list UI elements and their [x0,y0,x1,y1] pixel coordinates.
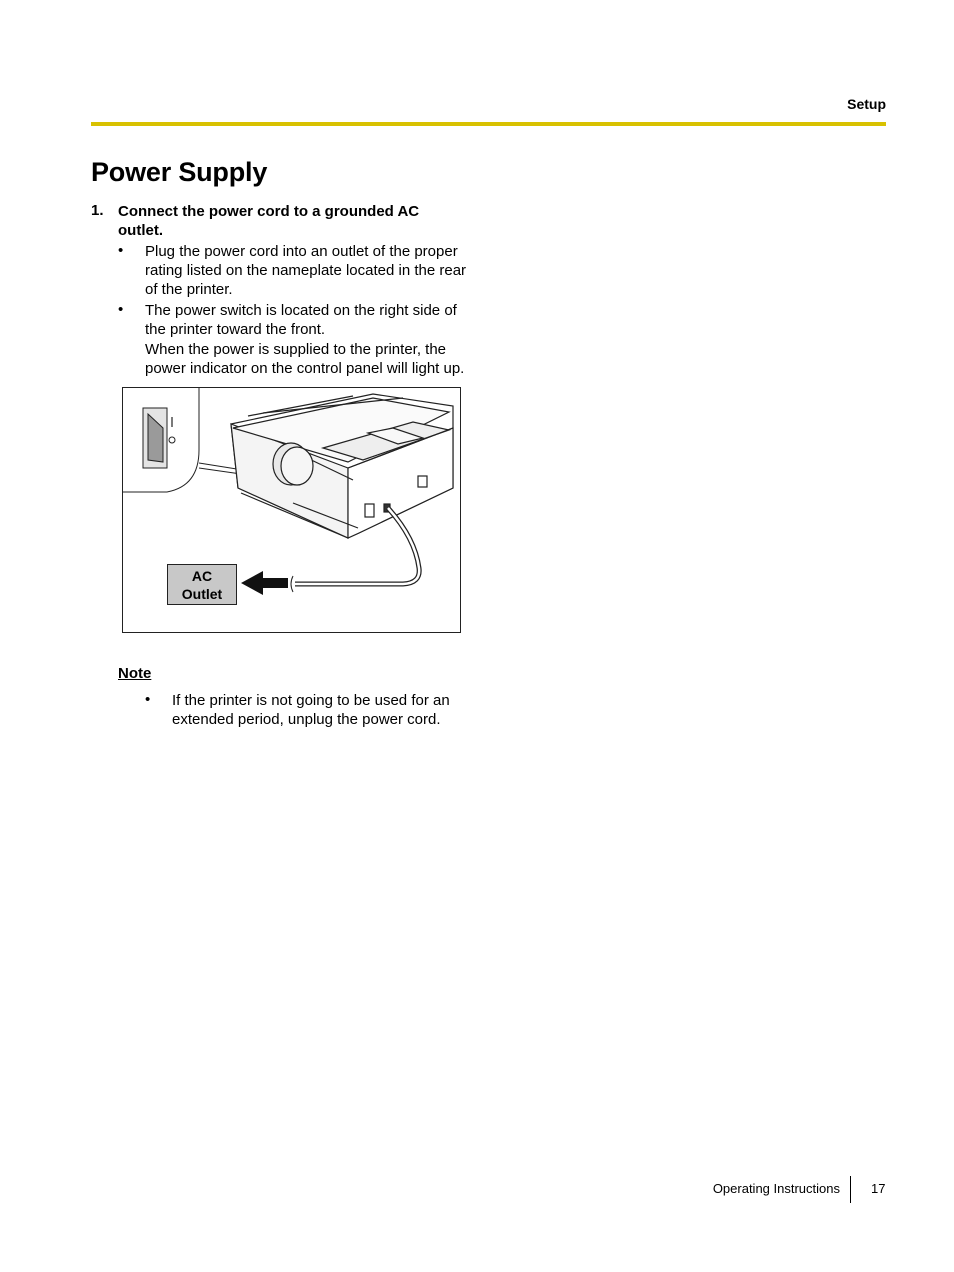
outlet-label-line: AC [191,568,213,584]
outlet-label-line: Outlet [181,586,223,602]
power-switch-icon [143,408,175,468]
bullet-extra-text: When the power is supplied to the printer, the power indicator on the control panel will light up. [145,341,465,377]
note-heading: Note [118,665,152,682]
arrow-left-icon [241,571,288,595]
section-label: Setup [847,96,886,112]
header-rule [91,122,886,126]
step-number: 1. [91,202,104,219]
ac-outlet-label [167,564,237,605]
printer-power-illustration [122,387,461,633]
bullet-dot: • [118,242,124,259]
bullet-dot: • [145,691,151,708]
step-instruction: Connect the power cord to a grounded AC outlet. [118,203,420,239]
bullet-text: The power switch is located on the right side of the printer toward the front. [145,302,457,338]
bullet-dot: • [118,301,124,318]
note-text: If the printer is not going to be used for an extended period, unplug the power cord. [172,692,450,728]
footer-divider [850,1176,851,1203]
page-title: Power Supply [91,157,268,187]
bullet-text: Plug the power cord into an outlet of the proper rating listed on the nameplate located in the rear of the printer. [145,243,467,298]
footer-label: Operating Instructions [712,1181,840,1196]
page-number: 17 [871,1181,886,1196]
printer-icon [231,394,453,538]
